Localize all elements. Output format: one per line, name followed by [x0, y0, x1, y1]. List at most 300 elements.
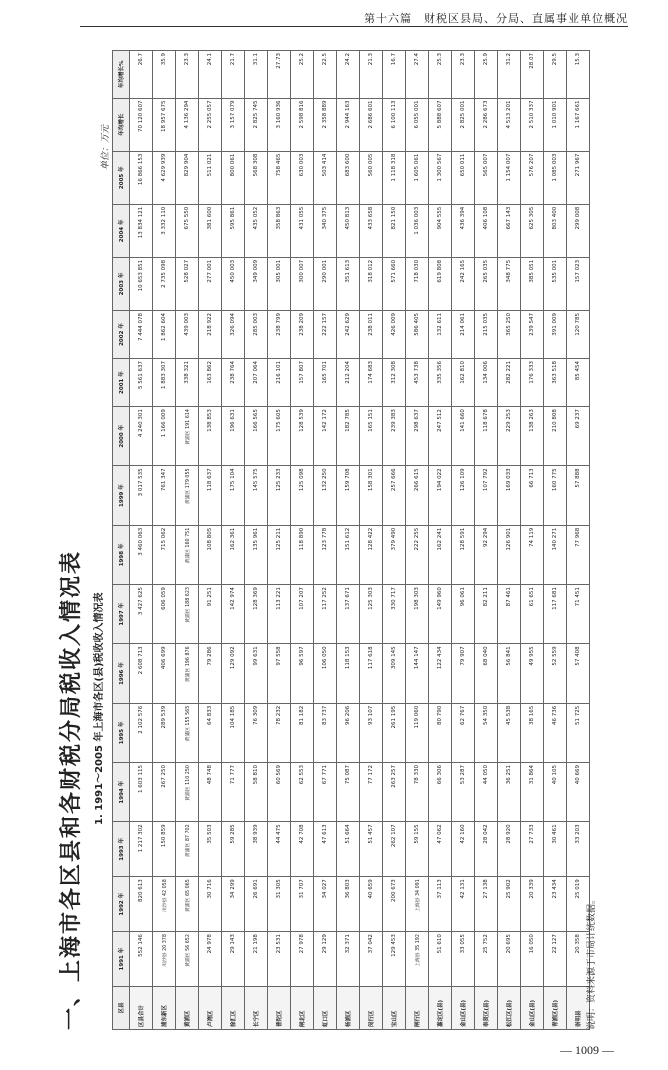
value-cell: 117 681 — [544, 585, 567, 644]
value-cell: 91 251 — [199, 585, 222, 644]
value-cell: 305 001 — [268, 257, 291, 310]
value-cell: 71 777 — [222, 763, 245, 822]
value-cell: 758 465 — [268, 151, 291, 204]
value-cell: 683 600 — [337, 151, 360, 204]
value-cell: 266 615 — [406, 466, 429, 525]
value-cell: 81 182 — [291, 703, 314, 762]
value-cell: 145 575 — [245, 466, 268, 525]
column-header: 1999 年 — [113, 466, 130, 525]
value-cell: 52 559 — [544, 644, 567, 703]
value-cell: 10 653 851 — [130, 257, 153, 310]
value-cell: 66 713 — [521, 466, 544, 525]
value-cell: 38 939 — [245, 822, 268, 877]
value-cell: 黄浦区 155 565 — [176, 703, 199, 762]
value-cell: 23.3 — [176, 51, 199, 99]
value-cell: 552 146 — [130, 932, 153, 987]
value-cell: 5 888 607 — [429, 98, 452, 151]
value-cell: 62 767 — [452, 703, 475, 762]
table-row — [498, 51, 521, 1030]
table-row — [153, 51, 176, 1030]
value-cell: 207 064 — [245, 359, 268, 407]
value-cell: 51 610 — [429, 932, 452, 987]
value-cell: 34 299 — [222, 877, 245, 932]
value-cell: 718 030 — [406, 257, 429, 310]
value-cell: 433 658 — [360, 204, 383, 257]
value-cell: 238 209 — [291, 311, 314, 359]
value-cell: 51 725 — [567, 703, 590, 762]
value-cell: 33 203 — [567, 822, 590, 877]
district-cell: 松江区(县) — [498, 987, 521, 1030]
value-cell: 上海县 34 091 — [406, 877, 429, 932]
value-cell: 29 129 — [314, 932, 337, 987]
value-cell: 82 211 — [475, 585, 498, 644]
value-cell: 119 060 — [406, 703, 429, 762]
value-cell: 53 287 — [452, 763, 475, 822]
value-cell: 28.07 — [521, 51, 544, 99]
value-cell: 528 027 — [176, 257, 199, 310]
value-cell: 128 369 — [245, 585, 268, 644]
value-cell: 285 003 — [245, 311, 268, 359]
value-cell: 104 185 — [222, 703, 245, 762]
value-cell: 175 104 — [222, 466, 245, 525]
value-cell: 128 539 — [291, 407, 314, 466]
value-cell: 92 294 — [475, 525, 498, 584]
district-cell: 崇明县 — [567, 987, 590, 1030]
value-cell: 144 147 — [406, 644, 429, 703]
table-row — [337, 51, 360, 1030]
value-cell: 215 035 — [475, 311, 498, 359]
value-cell: 453 738 — [406, 359, 429, 407]
value-cell: 37 113 — [429, 877, 452, 932]
value-cell: 107 792 — [475, 466, 498, 525]
value-cell: 123 778 — [314, 525, 337, 584]
value-cell: 1 217 302 — [130, 822, 153, 877]
value-cell: 222 157 — [314, 311, 337, 359]
value-cell: 312 308 — [383, 359, 406, 407]
value-cell: 169 033 — [498, 466, 521, 525]
value-cell: 26 691 — [245, 877, 268, 932]
value-cell: 20 358 — [567, 932, 590, 987]
value-cell: 45 538 — [498, 703, 521, 762]
value-cell: 2 825 001 — [452, 98, 475, 151]
value-cell: 93 107 — [360, 703, 383, 762]
value-cell: 140 271 — [544, 525, 567, 584]
value-cell: 174 683 — [360, 359, 383, 407]
value-cell: 125 098 — [291, 466, 314, 525]
table-row — [544, 51, 567, 1030]
value-cell: 126 109 — [452, 466, 475, 525]
value-cell: 576 207 — [521, 151, 544, 204]
district-cell: 杨浦区 — [337, 987, 360, 1030]
value-cell: 3 332 110 — [153, 204, 176, 257]
value-cell: 62 553 — [291, 763, 314, 822]
value-cell: 56 841 — [498, 644, 521, 703]
value-cell: 2 358 889 — [314, 98, 337, 151]
value-cell: 74 119 — [521, 525, 544, 584]
value-cell: 78 232 — [268, 703, 291, 762]
value-cell: 1 166 009 — [153, 407, 176, 466]
value-cell: 214 061 — [452, 311, 475, 359]
value-cell: 176 333 — [521, 359, 544, 407]
value-cell: 450 813 — [337, 204, 360, 257]
value-cell: 135 961 — [245, 525, 268, 584]
value-cell: 2 286 673 — [475, 98, 498, 151]
value-cell: 70 120 607 — [130, 98, 153, 151]
value-cell: 27 138 — [475, 877, 498, 932]
value-cell: 46 736 — [544, 703, 567, 762]
value-cell: 33 055 — [452, 932, 475, 987]
table-row — [360, 51, 383, 1030]
value-cell: 107 207 — [291, 585, 314, 644]
value-cell: 21.3 — [360, 51, 383, 99]
value-cell: 625 305 — [521, 204, 544, 257]
value-cell: 238 764 — [222, 359, 245, 407]
district-cell: 浦东新区 — [153, 987, 176, 1030]
value-cell: 20 695 — [498, 932, 521, 987]
value-cell: 20 339 — [521, 877, 544, 932]
district-cell: 虹口区 — [314, 987, 337, 1030]
value-cell: 35.9 — [153, 51, 176, 99]
value-cell: 2 598 816 — [291, 98, 314, 151]
value-cell: 348 775 — [498, 257, 521, 310]
table-row — [291, 51, 314, 1030]
value-cell: 44 475 — [268, 822, 291, 877]
value-cell: 761 347 — [153, 466, 176, 525]
footnote: 说明：资料来源于市局计统数据。 — [587, 894, 597, 1030]
value-cell: 1 167 661 — [567, 98, 590, 151]
value-cell: 125 303 — [360, 585, 383, 644]
value-cell: 31 707 — [291, 877, 314, 932]
district-cell: 闸行区 — [406, 987, 429, 1030]
table-row — [475, 51, 498, 1030]
value-cell: 30 461 — [544, 822, 567, 877]
value-cell: 24.1 — [199, 51, 222, 99]
value-cell: 820 613 — [130, 877, 153, 932]
column-header: 2002 年 — [113, 311, 130, 359]
value-cell: 338 321 — [176, 359, 199, 407]
value-cell: 330 717 — [383, 585, 406, 644]
tax-table — [112, 50, 590, 1030]
value-cell: 150 859 — [153, 822, 176, 877]
value-cell: 4 629 939 — [153, 151, 176, 204]
value-cell: 42 160 — [452, 822, 475, 877]
value-cell: 212 204 — [337, 359, 360, 407]
value-cell: 803 400 — [544, 204, 567, 257]
value-cell: 385 051 — [521, 257, 544, 310]
value-cell: 26.7 — [130, 51, 153, 99]
value-cell: 29 143 — [222, 932, 245, 987]
value-cell: 242 165 — [452, 257, 475, 310]
value-cell: 125 233 — [268, 466, 291, 525]
value-cell: 128 591 — [452, 525, 475, 584]
value-cell: 1 118 318 — [383, 151, 406, 204]
district-cell: 宝山区 — [383, 987, 406, 1030]
value-cell: 75 087 — [337, 763, 360, 822]
value-cell: 28 042 — [475, 822, 498, 877]
value-cell: 277 001 — [199, 257, 222, 310]
value-cell: 619 808 — [429, 257, 452, 310]
value-cell: 265 035 — [475, 257, 498, 310]
value-cell: 247 512 — [429, 407, 452, 466]
value-cell: 1 862 604 — [153, 311, 176, 359]
value-cell: 23 434 — [544, 877, 567, 932]
value-cell: 61 651 — [521, 585, 544, 644]
value-cell: 25 752 — [475, 932, 498, 987]
value-cell: 267 250 — [153, 763, 176, 822]
value-cell: 25 902 — [498, 877, 521, 932]
unit-label: 单位：万元 — [101, 124, 111, 170]
value-cell: 76 309 — [245, 703, 268, 762]
table-row — [199, 51, 222, 1030]
value-cell: 83 737 — [314, 703, 337, 762]
value-cell: 68 040 — [475, 644, 498, 703]
value-cell: 381 600 — [199, 204, 222, 257]
value-cell: 23 531 — [268, 932, 291, 987]
district-cell: 嘉定区(县) — [429, 987, 452, 1030]
value-cell: 2 944 163 — [337, 98, 360, 151]
value-cell: 282 221 — [498, 359, 521, 407]
value-cell: 黄浦区 196 876 — [176, 644, 199, 703]
value-cell: 36 251 — [498, 763, 521, 822]
value-cell: 27 978 — [291, 932, 314, 987]
value-cell: 163 862 — [199, 359, 222, 407]
value-cell: 1 883 307 — [153, 359, 176, 407]
value-cell: 571 660 — [383, 257, 406, 310]
value-cell: 5 561 637 — [130, 359, 153, 407]
page-number: — 1009 — — [560, 1043, 614, 1057]
value-cell: 157 023 — [567, 257, 590, 310]
value-cell: 450 003 — [222, 257, 245, 310]
value-cell: 349 009 — [245, 257, 268, 310]
value-cell: 2 825 745 — [245, 98, 268, 151]
value-cell: 1 300 567 — [429, 151, 452, 204]
value-cell: 565 007 — [475, 151, 498, 204]
value-cell: 44 050 — [475, 763, 498, 822]
value-cell: 67 771 — [314, 763, 337, 822]
value-cell: 142 974 — [222, 585, 245, 644]
value-cell: 黄浦区 65 065 — [176, 877, 199, 932]
value-cell: 24.2 — [337, 51, 360, 99]
value-cell: 194 022 — [429, 466, 452, 525]
value-cell: 165 151 — [360, 407, 383, 466]
value-cell: 216 101 — [268, 359, 291, 407]
value-cell: 42 131 — [452, 877, 475, 932]
value-cell: 34 027 — [314, 877, 337, 932]
value-cell: 439 003 — [176, 311, 199, 359]
value-cell: 606 059 — [153, 585, 176, 644]
value-cell: 117 252 — [314, 585, 337, 644]
column-header: 2001 年 — [113, 359, 130, 407]
value-cell: 120 785 — [567, 311, 590, 359]
value-cell: 132 250 — [314, 466, 337, 525]
value-cell: 162 361 — [222, 525, 245, 584]
value-cell: 35 503 — [199, 822, 222, 877]
value-cell: 630 003 — [291, 151, 314, 204]
column-header: 2000 年 — [113, 407, 130, 466]
value-cell: 2 510 337 — [521, 98, 544, 151]
value-cell: 149 960 — [429, 585, 452, 644]
value-cell: 257 666 — [383, 466, 406, 525]
value-cell: 182 785 — [337, 407, 360, 466]
value-cell: 48 748 — [199, 763, 222, 822]
value-cell: 16 050 — [521, 932, 544, 987]
value-cell: 79 907 — [452, 644, 475, 703]
value-cell: 108 805 — [199, 525, 222, 584]
value-cell: 57 888 — [567, 466, 590, 525]
value-cell: 18 957 675 — [153, 98, 176, 151]
value-cell: 318 012 — [360, 257, 383, 310]
value-cell: 358 863 — [268, 204, 291, 257]
value-cell: 40 659 — [360, 877, 383, 932]
value-cell: 31 864 — [521, 763, 544, 822]
value-cell: 137 671 — [337, 585, 360, 644]
value-cell: 40 669 — [567, 763, 590, 822]
value-cell: 7 444 078 — [130, 311, 153, 359]
value-cell: 31.2 — [498, 51, 521, 99]
value-cell: 829 904 — [176, 151, 199, 204]
value-cell: 166 565 — [245, 407, 268, 466]
main-title: 一、上海市各区县和各财税分局税收入情况表 — [58, 549, 84, 1030]
value-cell: 263 257 — [383, 763, 406, 822]
value-cell: 406 699 — [153, 644, 176, 703]
value-cell: 21.7 — [222, 51, 245, 99]
value-cell: 568 308 — [245, 151, 268, 204]
value-cell: 126 901 — [498, 525, 521, 584]
value-cell: 96 206 — [337, 703, 360, 762]
district-cell: 金山区(县) — [521, 987, 544, 1030]
column-header: 2005 年 — [113, 151, 130, 204]
value-cell: 3 460 063 — [130, 525, 153, 584]
district-cell: 奉贤区(县) — [475, 987, 498, 1030]
value-cell: 129 453 — [383, 932, 406, 987]
value-cell: 271 967 — [567, 151, 590, 204]
value-cell: 1 036 003 — [406, 204, 429, 257]
value-cell: 298 637 — [406, 407, 429, 466]
value-cell: 299 008 — [567, 204, 590, 257]
value-cell: 38 165 — [521, 703, 544, 762]
value-cell: 黄浦区 56 652 — [176, 932, 199, 987]
value-cell: 238 799 — [268, 311, 291, 359]
table-row — [429, 51, 452, 1030]
value-cell: 24 978 — [199, 932, 222, 987]
value-cell: 32 371 — [337, 932, 360, 987]
value-cell: 42 708 — [291, 822, 314, 877]
table-row — [314, 51, 337, 1030]
value-cell: 391 009 — [544, 311, 567, 359]
value-cell: 118 637 — [199, 466, 222, 525]
table-header-row — [113, 51, 130, 1030]
value-cell: 138 263 — [521, 407, 544, 466]
value-cell: 132 611 — [429, 311, 452, 359]
value-cell: 128 422 — [360, 525, 383, 584]
value-cell: 97 558 — [268, 644, 291, 703]
value-cell: 365 250 — [498, 311, 521, 359]
value-cell: 47 613 — [314, 822, 337, 877]
value-cell: 59 285 — [222, 822, 245, 877]
value-cell: 151 612 — [337, 525, 360, 584]
value-cell: 239 547 — [521, 311, 544, 359]
value-cell: 222 255 — [406, 525, 429, 584]
column-header: 1994 年 — [113, 763, 130, 822]
value-cell: 77 968 — [567, 525, 590, 584]
column-header: 1996 年 — [113, 644, 130, 703]
value-cell: 309 145 — [383, 644, 406, 703]
value-cell: 4 136 294 — [176, 98, 199, 151]
table-row — [268, 51, 291, 1030]
value-cell: 6 100 113 — [383, 98, 406, 151]
value-cell: 80 790 — [429, 703, 452, 762]
value-cell: 1 154 007 — [498, 151, 521, 204]
value-cell: 3 427 625 — [130, 585, 153, 644]
value-cell: 106 050 — [314, 644, 337, 703]
value-cell: 3 157 079 — [222, 98, 245, 151]
column-header: 1992 年 — [113, 877, 130, 932]
value-cell: 22 127 — [544, 932, 567, 987]
value-cell: 667 143 — [498, 204, 521, 257]
table-body — [130, 51, 590, 1030]
value-cell: 159 708 — [337, 466, 360, 525]
value-cell: 118 153 — [337, 644, 360, 703]
value-cell: 96 061 — [452, 585, 475, 644]
value-cell: 157 807 — [291, 359, 314, 407]
value-cell: 535 001 — [544, 257, 567, 310]
table-row — [406, 51, 429, 1030]
value-cell: 210 808 — [544, 407, 567, 466]
header-title: 第十六篇 财税区县局、分局、直属事业单位概况 — [364, 12, 628, 25]
value-cell: 21 198 — [245, 932, 268, 987]
value-cell: 31.1 — [245, 51, 268, 99]
value-cell: 406 108 — [475, 204, 498, 257]
value-cell: 16 866 153 — [130, 151, 153, 204]
value-cell: 54 350 — [475, 703, 498, 762]
value-cell: 142 172 — [314, 407, 337, 466]
value-cell: 198 303 — [406, 585, 429, 644]
value-cell: 2 608 713 — [130, 644, 153, 703]
value-cell: 4 513 201 — [498, 98, 521, 151]
value-cell: 435 052 — [245, 204, 268, 257]
value-cell: 129 092 — [222, 644, 245, 703]
value-cell: 28 920 — [498, 822, 521, 877]
value-cell: 800 061 — [222, 151, 245, 204]
column-header: 2004 年 — [113, 204, 130, 257]
value-cell: 51 664 — [337, 822, 360, 877]
value-cell: 71 451 — [567, 585, 590, 644]
value-cell: 31 305 — [268, 877, 291, 932]
column-header: 1995 年 — [113, 703, 130, 762]
value-cell: 2 255 057 — [199, 98, 222, 151]
table-row — [383, 51, 406, 1030]
value-cell: 503 414 — [314, 151, 337, 204]
district-cell: 长宁区 — [245, 987, 268, 1030]
value-cell: 175 605 — [268, 407, 291, 466]
value-cell: 15.3 — [567, 51, 590, 99]
district-cell: 普陀区 — [268, 987, 291, 1030]
column-header: 1997 年 — [113, 585, 130, 644]
value-cell: 586 405 — [406, 311, 429, 359]
value-cell: 37 042 — [360, 932, 383, 987]
column-header: 1993 年 — [113, 822, 130, 877]
value-cell: 218 922 — [199, 311, 222, 359]
value-cell: 58 810 — [245, 763, 268, 822]
value-cell: 4 240 301 — [130, 407, 153, 466]
value-cell: 239 383 — [383, 407, 406, 466]
value-cell: 134 006 — [475, 359, 498, 407]
value-cell: 69 237 — [567, 407, 590, 466]
value-cell: 335 356 — [429, 359, 452, 407]
value-cell: 川沙县 42 058 — [153, 877, 176, 932]
value-cell: 16.7 — [383, 51, 406, 99]
value-cell: 29.5 — [544, 51, 567, 99]
